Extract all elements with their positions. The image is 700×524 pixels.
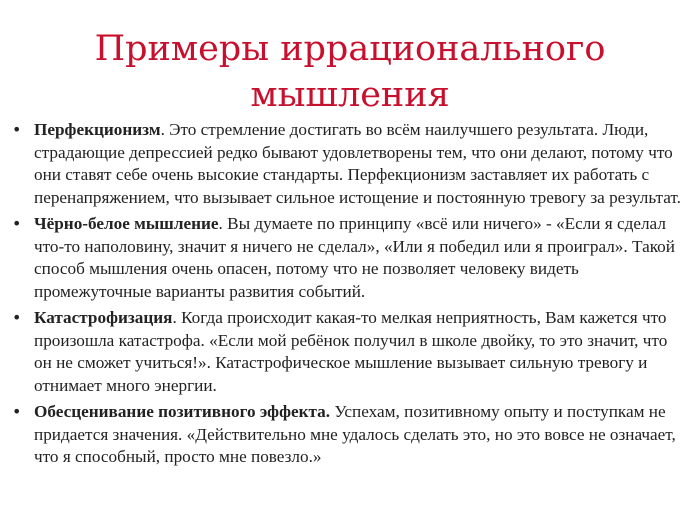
slide-title-line-1: Примеры иррационального (94, 29, 606, 69)
bullet-item-perfectionism (12, 119, 688, 209)
bullet-item-discounting-positive (12, 401, 688, 469)
bullet-item-catastrophizing (12, 307, 688, 397)
bullet-term: Перфекционизм (34, 120, 161, 139)
bullet-text: Это стремление достигать во всём наилучшего результата. Люди, страдающие депрессией редко бывают удовлетворены тем, что они делают, потому что они ставят себе очень высокие стандарты. Перфекционизм заставляет их работать с перенапряжением, что вызывает сильное истощение и постоянную тревогу за результат. (34, 120, 681, 207)
bullet-text: Успехам, позитивному опыту и поступкам не придается значения. «Действительно мне удалось сделать это, но это вовсе не означает, что я способный, просто мне повезло.» (34, 402, 676, 466)
bullet-text: Когда происходит какая-то мелкая неприятность, Вам кажется что произошла катастрофа. «Если мой ребёнок получил в школе двойку, то это значит, что он не сможет учиться!». Катастрофическое мышление вызывает сильную тревогу и отнимает много энергии. (34, 308, 668, 395)
bullet-dot-icon: • (12, 214, 22, 233)
bullet-term: Обесценивание позитивного эффекта. (34, 402, 331, 421)
bullet-list (12, 119, 688, 473)
bullet-term: Катастрофизация (34, 308, 173, 327)
bullet-item-black-white-thinking (12, 213, 688, 303)
slide-title-line-2: мышления (250, 75, 450, 115)
bullet-dot-icon: • (12, 308, 22, 327)
bullet-text: Вы думаете по принципу «всё или ничего» - «Если я сделал что-то наполовину, значит я ничего не сделал», «Или я победил или я проиграл». Такой способ мышления очень опасен, потому что не позволяет человеку видеть промежуточные варианты развития событий. (34, 214, 675, 301)
bullet-term: Чёрно-белое мышление (34, 214, 219, 233)
bullet-separator: . (172, 308, 182, 327)
bullet-dot-icon: • (12, 402, 22, 421)
bullet-separator: . (218, 214, 228, 233)
bullet-dot-icon: • (12, 120, 22, 139)
slide-title (30, 26, 670, 118)
bullet-separator: . (160, 120, 170, 139)
